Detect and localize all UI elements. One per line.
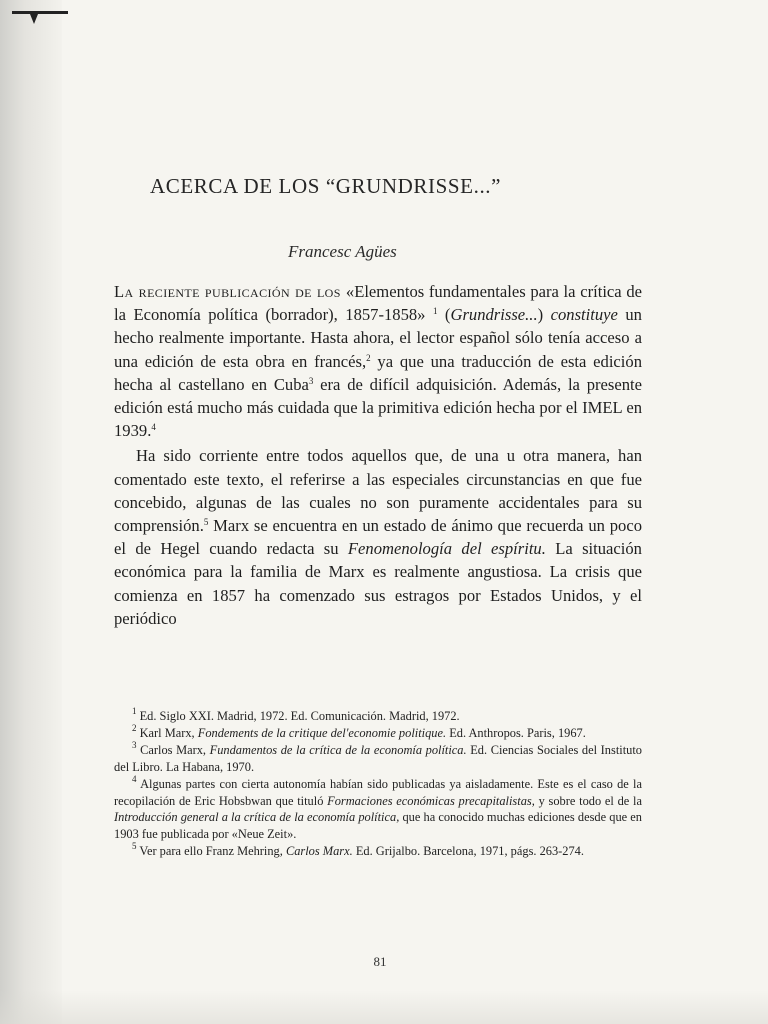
article-body (114, 280, 642, 630)
footnote-text-run: Karl Marx, (136, 725, 198, 740)
paragraph-text-run: un hecho realmente importante. Hasta ahora, el lector español sólo tenía acceso a una edición de esta obra en francés, (114, 305, 642, 371)
footnote-text-run-note-ref: 5 (132, 841, 137, 852)
paragraph-text-run: ( (437, 305, 451, 325)
scan-bottom-shading (0, 990, 768, 1024)
paragraph-text-run: Marx se encuentra en un estado de ánimo que recuerda un poco el de Hegel cuando redacta su (114, 516, 642, 559)
footnote-text-run: Formaciones económicas precapitalistas, (327, 793, 535, 808)
paragraph-1 (114, 280, 642, 442)
paragraph-text-run-note-ref: 2 (366, 352, 371, 363)
footnote-text-run: Algunas partes con cierta autonomía habían sido publicadas ya aisladamente. Este es el caso de la recopilación de Eric Hobsbwan que tituló (114, 776, 642, 808)
paragraph-text-run: Ha sido corriente entre todos aquellos que, de una u otra manera, han comentado este texto, el referirse a las especiales circunstancias en que fue concebido, algunas de las cuales no son puramente accidentales para su comprensión. (114, 446, 642, 536)
footnote-text-run: Ed. Siglo XXI. Madrid, 1972. Ed. Comunicación. Madrid, 1972. (136, 709, 460, 723)
footnote-1 (114, 708, 642, 725)
page-number: 81 (373, 954, 387, 969)
footnote-3 (114, 739, 642, 776)
paragraph-text-run: ) (537, 305, 551, 325)
paragraph-text-run: ya que una traducción de esta edición hecha al castellano en Cuba (114, 351, 642, 394)
footnote-5 (114, 843, 642, 860)
footnote-2 (114, 722, 642, 742)
footnote-text-run: Ed. Grijalbo. Barcelona, 1971, págs. 263-274. (352, 844, 584, 859)
paragraph-text-run: Grundrisse... (450, 305, 538, 325)
paragraph-text-run: era de difícil adquisición. Además, la presente edición está mucho más cuidada que la primitiva edición hecha por el IMEL en 1939. (114, 374, 642, 441)
footnote-text-run: Introducción general a la crítica de la economía política, (114, 810, 400, 825)
article-author: Francesc Agües (288, 242, 397, 261)
footnote-text-run: Fundamentos de la crítica de la economía política. (209, 742, 467, 757)
paragraph-text-run-note-ref: 5 (203, 517, 209, 528)
binding-gutter-shadow (0, 0, 62, 1024)
paragraph-text-run: La situación económica para la familia de Marx es realmente angustiosa. La crisis que comienza en 1857 ha comenzado sus estragos por Estados Unidos, y el periódico (114, 539, 642, 628)
footnote-text-run: Carlos Marx, (136, 742, 210, 757)
footnote-text-run: Ed. Ciencias Sociales del Instituto del Libro. La Habana, 1970. (114, 742, 642, 774)
footnote-text-run: y sobre todo el de la (534, 793, 642, 808)
paragraph-text-run: constituye (550, 305, 618, 325)
footnote-text-run: que ha conocido muchas ediciones desde que en 1903 fue publicada por «Neue Zeit». (114, 810, 642, 842)
paragraph-text-run: La reciente publicación de los (114, 282, 346, 301)
footnote-4 (114, 773, 642, 844)
footnote-text-run: Ed. Anthropos. Paris, 1967. (446, 725, 586, 740)
paragraph-text-run: Fenomenología del espíritu. (347, 539, 546, 559)
paragraph-text-run-note-ref: 3 (308, 375, 314, 386)
article-title: ACERCA DE LOS “GRUNDRISSE...” (150, 174, 502, 198)
footnote-text-run-note-ref: 4 (132, 773, 137, 784)
paragraph-2 (114, 444, 642, 630)
footnotes (114, 708, 642, 860)
corner-arrow-mark-icon (12, 8, 68, 26)
footnote-text-run-note-ref: 3 (132, 739, 137, 750)
paragraph-text-run-note-ref: 1 (432, 306, 438, 317)
footnote-text-run-note-ref: 1 (132, 706, 137, 716)
footnote-text-run-note-ref: 2 (132, 722, 137, 733)
footnote-text-run: Fondements de la critique del'economie politique. (197, 725, 447, 740)
footnote-text-run: Ver para ello Franz Mehring, (136, 844, 286, 859)
footnote-text-run: Carlos Marx. (285, 844, 353, 859)
paragraph-text-run: «Elementos fundamentales para la crítica de la Economía política (borrador), 1857-1858» (114, 282, 642, 325)
paragraph-text-run-note-ref: 4 (151, 422, 156, 433)
